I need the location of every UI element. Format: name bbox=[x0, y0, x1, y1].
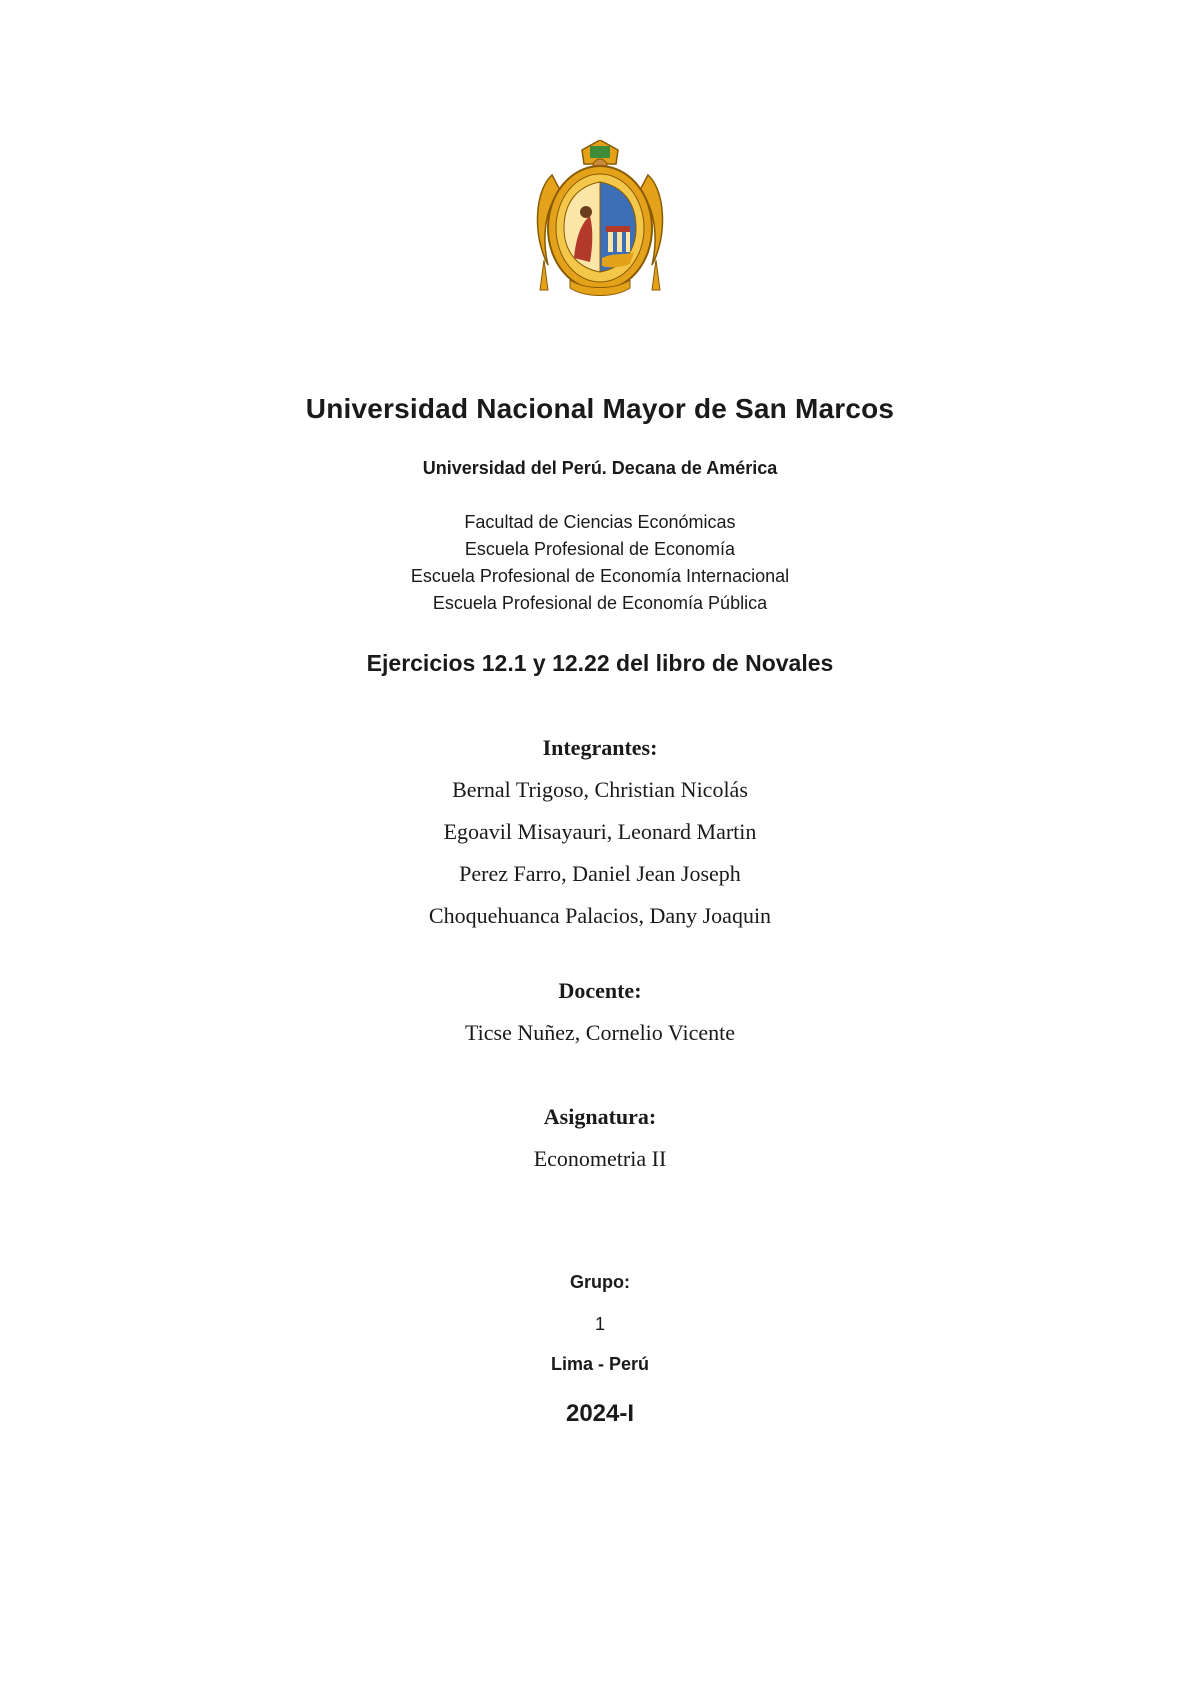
university-crest-icon bbox=[530, 140, 670, 305]
faculty-line: Facultad de Ciencias Económicas bbox=[464, 512, 736, 532]
university-name: Universidad Nacional Mayor de San Marcos bbox=[305, 393, 895, 424]
city-label: Lima - Perú bbox=[550, 1354, 650, 1374]
course-name: Econometria II bbox=[533, 1146, 667, 1171]
teacher-name: Ticse Nuñez, Cornelio Vicente bbox=[465, 1020, 735, 1045]
university-subtitle: Universidad del Perú. Decana de América bbox=[422, 458, 778, 478]
member-name: Perez Farro, Daniel Jean Joseph bbox=[459, 861, 741, 886]
course-label: Asignatura: bbox=[543, 1104, 657, 1129]
school-line: Escuela Profesional de Economía bbox=[464, 539, 736, 559]
group-value: 1 bbox=[594, 1314, 605, 1334]
academic-period: 2024-I bbox=[565, 1400, 635, 1427]
member-name: Bernal Trigoso, Christian Nicolás bbox=[452, 777, 748, 802]
school-line: Escuela Profesional de Economía Pública bbox=[432, 593, 768, 613]
members-label: Integrantes: bbox=[542, 735, 658, 760]
group-label: Grupo: bbox=[570, 1272, 630, 1292]
teacher-label: Docente: bbox=[558, 978, 642, 1003]
school-line: Escuela Profesional de Economía Internacional bbox=[410, 566, 790, 586]
member-name: Choquehuanca Palacios, Dany Joaquin bbox=[428, 903, 772, 928]
member-name: Egoavil Misayauri, Leonard Martin bbox=[443, 819, 757, 844]
document-title: Ejercicios 12.1 y 12.22 del libro de Novales bbox=[366, 650, 834, 676]
